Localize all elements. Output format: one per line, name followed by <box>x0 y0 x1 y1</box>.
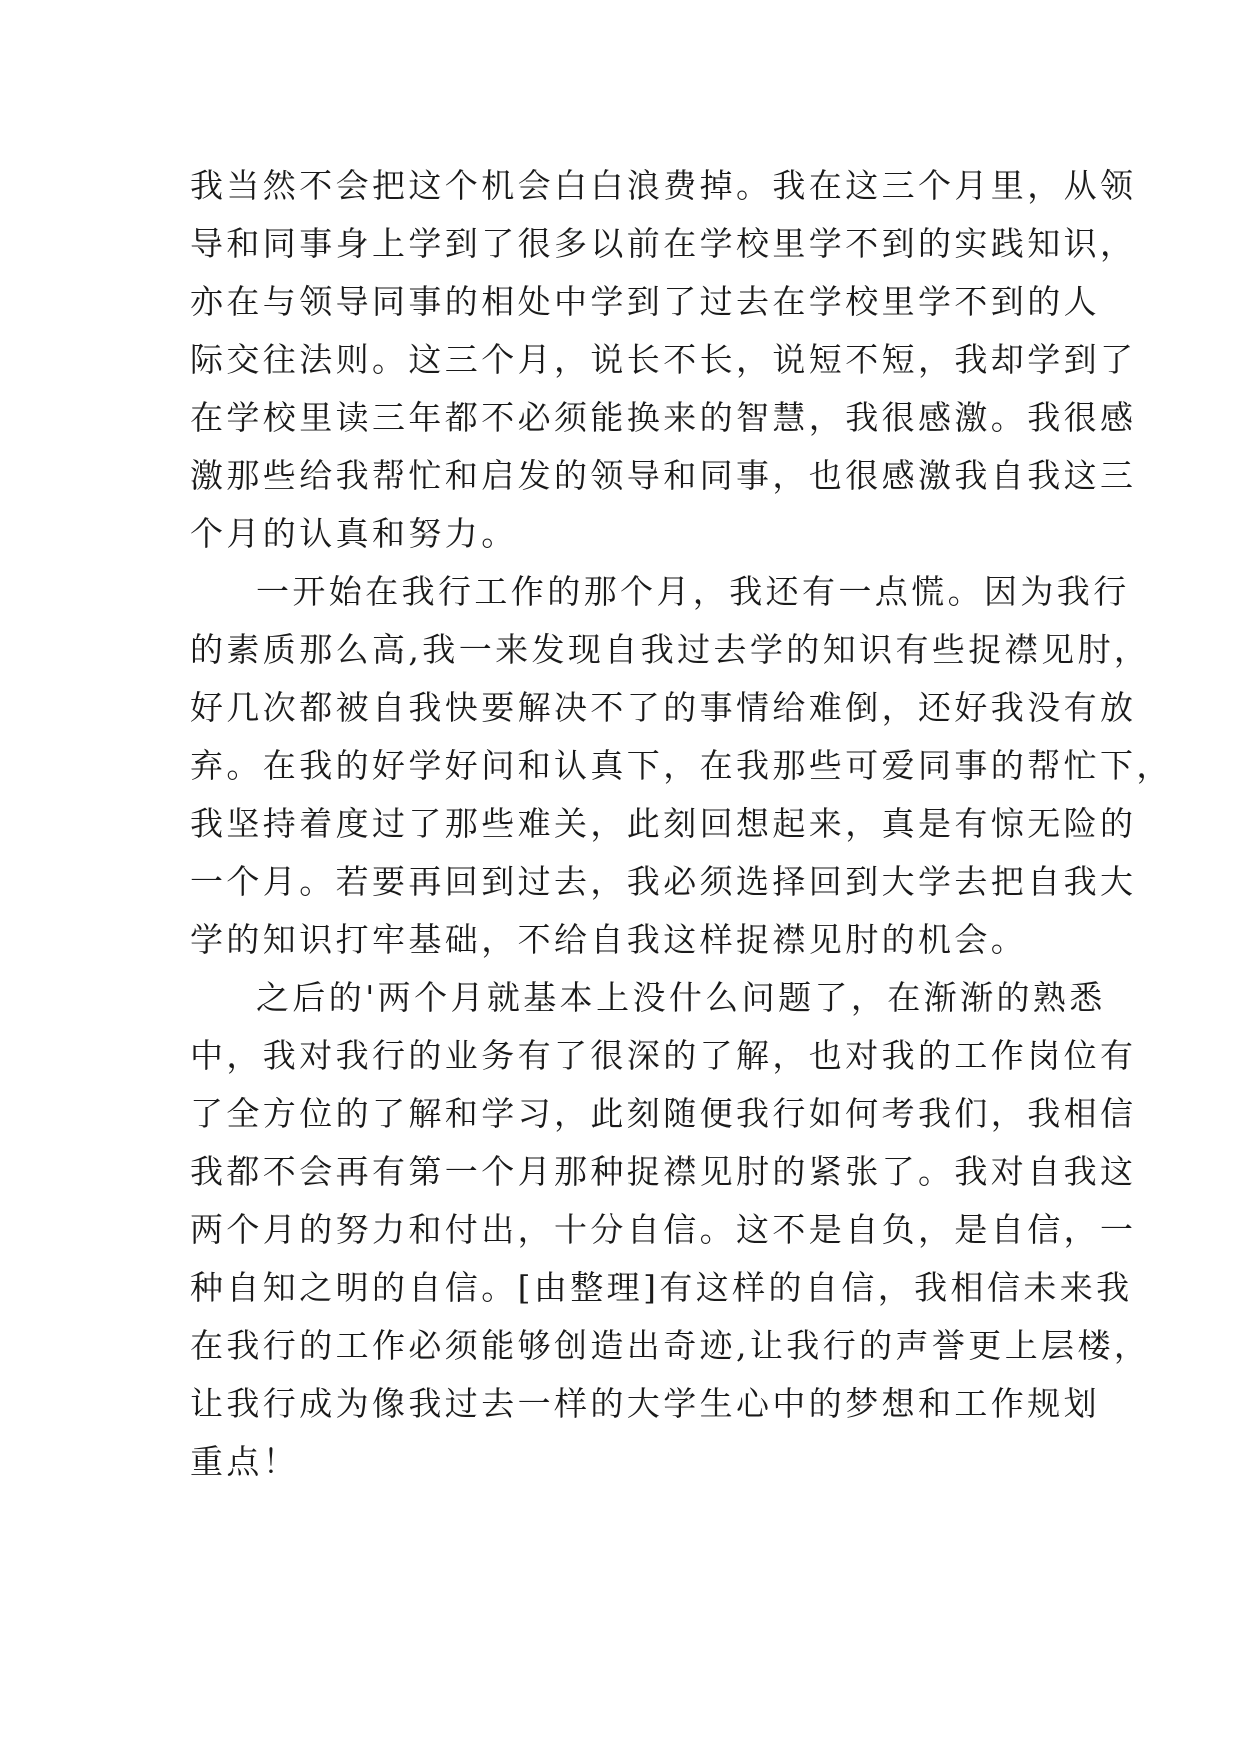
text-line: 在我行的工作必须能够创造出奇迹,让我行的声誉更上层楼， <box>190 1326 1151 1365</box>
text-line: 亦在与领导同事的相处中学到了过去在学校里学不到的人 <box>190 282 1100 321</box>
text-line: 重点！ <box>190 1442 300 1481</box>
text-line: 了全方位的了解和学习，此刻随便我行如何考我们，我相信 <box>190 1094 1137 1133</box>
text-line: 学的知识打牢基础，不给自我这样捉襟见肘的机会。 <box>190 920 1028 959</box>
text-line: 激那些给我帮忙和启发的领导和同事，也很感激我自我这三 <box>190 456 1137 495</box>
text-line: 我当然不会把这个机会白白浪费掉。我在这三个月里，从领 <box>190 166 1137 205</box>
text-line: 让我行成为像我过去一样的大学生心中的梦想和工作规划 <box>190 1384 1100 1423</box>
text-line: 一个月。若要再回到过去，我必须选择回到大学去把自我大 <box>190 862 1137 901</box>
text-line: 一开始在我行工作的那个月，我还有一点慌。因为我行 <box>256 572 1130 611</box>
text-line: 中，我对我行的业务有了很深的了解，也对我的工作岗位有 <box>190 1036 1137 1075</box>
text-line: 的素质那么高,我一来发现自我过去学的知识有些捉襟见肘， <box>190 630 1151 669</box>
text-line: 际交往法则。这三个月，说长不长，说短不短，我却学到了 <box>190 340 1137 379</box>
text-line: 个月的认真和努力。 <box>190 514 518 553</box>
text-line: 在学校里读三年都不必须能换来的智慧，我很感激。我很感 <box>190 398 1137 437</box>
document-body <box>190 157 1173 1491</box>
paragraph-3 <box>190 969 1151 1491</box>
text-line: 之后的'两个月就基本上没什么问题了，在渐渐的熟悉 <box>256 978 1106 1017</box>
paragraph-2 <box>190 563 1173 969</box>
text-line: 我都不会再有第一个月那种捉襟见肘的紧张了。我对自我这 <box>190 1152 1137 1191</box>
text-line: 两个月的努力和付出，十分自信。这不是自负，是自信，一 <box>190 1210 1137 1249</box>
text-line: 种自知之明的自信。[由整理]有这样的自信，我相信未来我 <box>190 1268 1133 1307</box>
text-line: 好几次都被自我快要解决不了的事情给难倒，还好我没有放 <box>190 688 1137 727</box>
text-line: 导和同事身上学到了很多以前在学校里学不到的实践知识， <box>190 224 1137 263</box>
paragraph-1 <box>190 157 1137 563</box>
text-line: 我坚持着度过了那些难关，此刻回想起来，真是有惊无险的 <box>190 804 1137 843</box>
text-line: 弃。在我的好学好问和认真下，在我那些可爱同事的帮忙下， <box>190 746 1173 785</box>
